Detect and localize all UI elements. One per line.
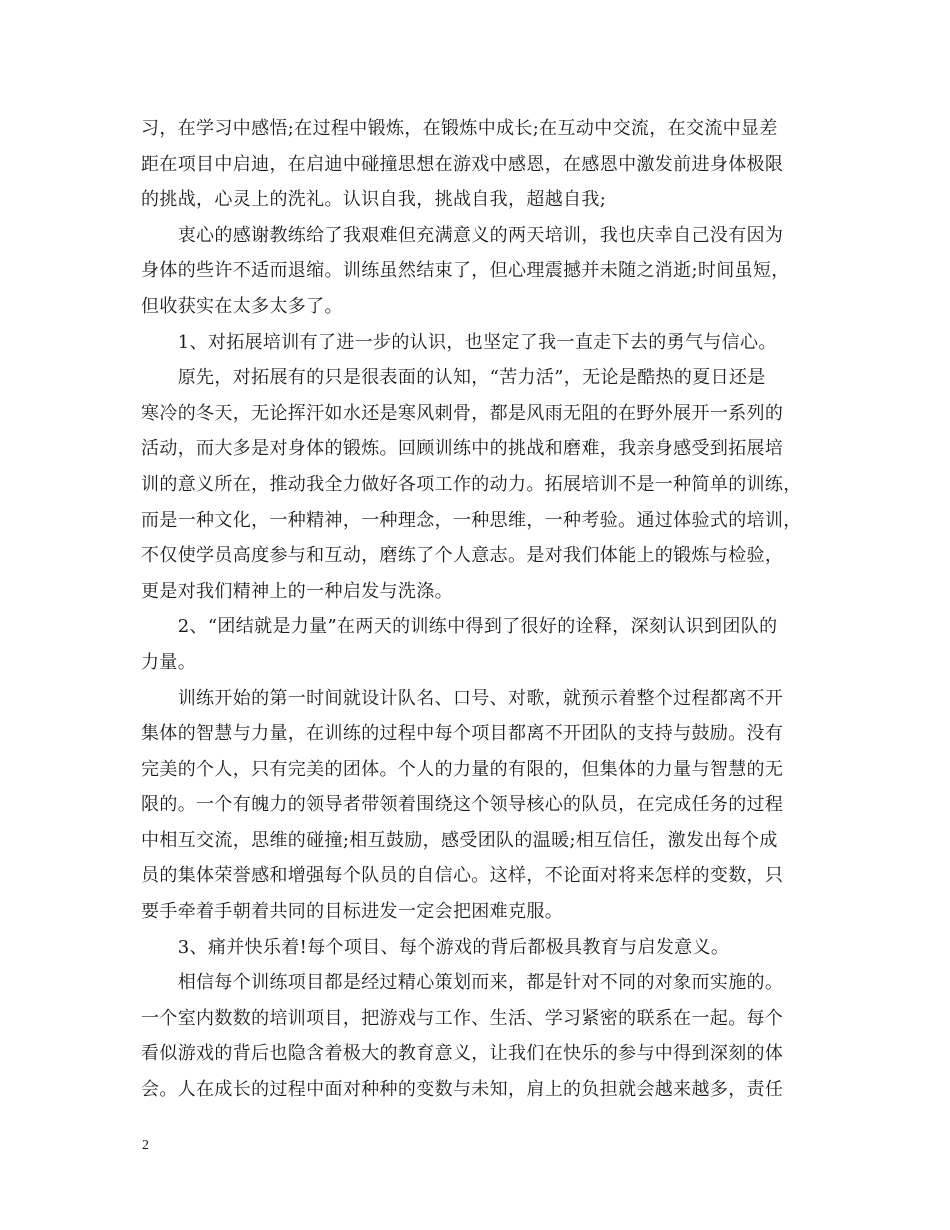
text-line: 限的。一个有魄力的领导者带领着围绕这个领导核心的队员，在完成任务的过程 bbox=[141, 794, 784, 816]
text-line: 训的意义所在，推动我全力做好各项工作的动力。拓展培训不是一种简单的训练， bbox=[141, 473, 802, 495]
text-line: 看似游戏的背后也隐含着极大的教育意义，让我们在快乐的参与中得到深刻的体 bbox=[141, 1043, 784, 1065]
text-line: 2、“团结就是力量”在两天的训练中得到了很好的诠释，深刻认识到团队的 bbox=[141, 616, 778, 638]
text-line: 而是一种文化，一种精神，一种理念，一种思维，一种考验。通过体验式的培训， bbox=[141, 509, 802, 531]
text-line: 要手牵着手朝着共同的目标进发一定会把困难克服。 bbox=[141, 901, 564, 923]
text-line: 力量。 bbox=[141, 651, 197, 673]
text-line: 更是对我们精神上的一种启发与洗涤。 bbox=[141, 580, 453, 602]
text-line: 距在项目中启迪，在启迪中碰撞思想在游戏中感恩，在感恩中激发前进身体极限 bbox=[141, 153, 784, 175]
text-line: 习，在学习中感悟;在过程中锻炼，在锻炼中成长;在互动中交流，在交流中显差 bbox=[141, 118, 778, 139]
text-line: 寒冷的冬天，无论挥汗如水还是寒风刺骨，都是风雨无阻的在野外展开一系列的 bbox=[141, 402, 784, 424]
page-number: 2 bbox=[142, 1138, 149, 1153]
text-line: 会。人在成长的过程中面对种种的变数与未知，肩上的负担就会越来越多，责任 bbox=[141, 1079, 784, 1101]
text-line: 不仅使学员高度参与和互动，磨练了个人意志。是对我们体能上的锻炼与检验， bbox=[141, 545, 784, 567]
text-line: 中相互交流，思维的碰撞;相互鼓励，感受团队的温暖;相互信任，激发出每个成 bbox=[141, 829, 778, 851]
text-line: 相信每个训练项目都是经过精心策划而来，都是针对不同的对象而实施的。 bbox=[141, 972, 784, 994]
text-line: 员的集体荣誉感和增强每个队员的自信心。这样，不论面对将来怎样的变数，只 bbox=[141, 865, 784, 887]
text-line: 原先，对拓展有的只是很表面的认知，“苦力活”，无论是酷热的夏日还是 bbox=[141, 367, 766, 389]
text-line: 训练开始的第一时间就设计队名、口号、对歌，就预示着整个过程都离不开 bbox=[141, 687, 784, 709]
text-line: 3、痛并快乐着!每个项目、每个游戏的背后都极具教育与启发意义。 bbox=[141, 936, 730, 958]
text-line: 活动，而大多是对身体的锻炼。回顾训练中的挑战和磨难，我亲身感受到拓展培 bbox=[141, 438, 784, 460]
body-text bbox=[141, 111, 821, 1108]
text-line: 集体的智慧与力量，在训练的过程中每个项目都离不开团队的支持与鼓励。没有 bbox=[141, 723, 784, 745]
text-line: 但收获实在太多太多了。 bbox=[141, 295, 343, 317]
text-line: 一个室内数数的培训项目，把游戏与工作、生活、学习紧密的联系在一起。每个 bbox=[141, 1007, 784, 1029]
text-line: 1、对拓展培训有了进一步的认识，也坚定了我一直走下去的勇气与信心。 bbox=[141, 331, 777, 353]
text-line: 完美的个人，只有完美的团体。个人的力量的有限的，但集体的力量与智慧的无 bbox=[141, 758, 784, 780]
text-line: 的挑战，心灵上的洗礼。认识自我，挑战自我，超越自我; bbox=[141, 189, 607, 211]
text-line: 衷心的感谢教练给了我艰难但充满意义的两天培训，我也庆幸自己没有因为 bbox=[141, 224, 784, 246]
text-line: 身体的些许不适而退缩。训练虽然结束了，但心理震撼并未随之消逝;时间虽短， bbox=[141, 260, 790, 282]
